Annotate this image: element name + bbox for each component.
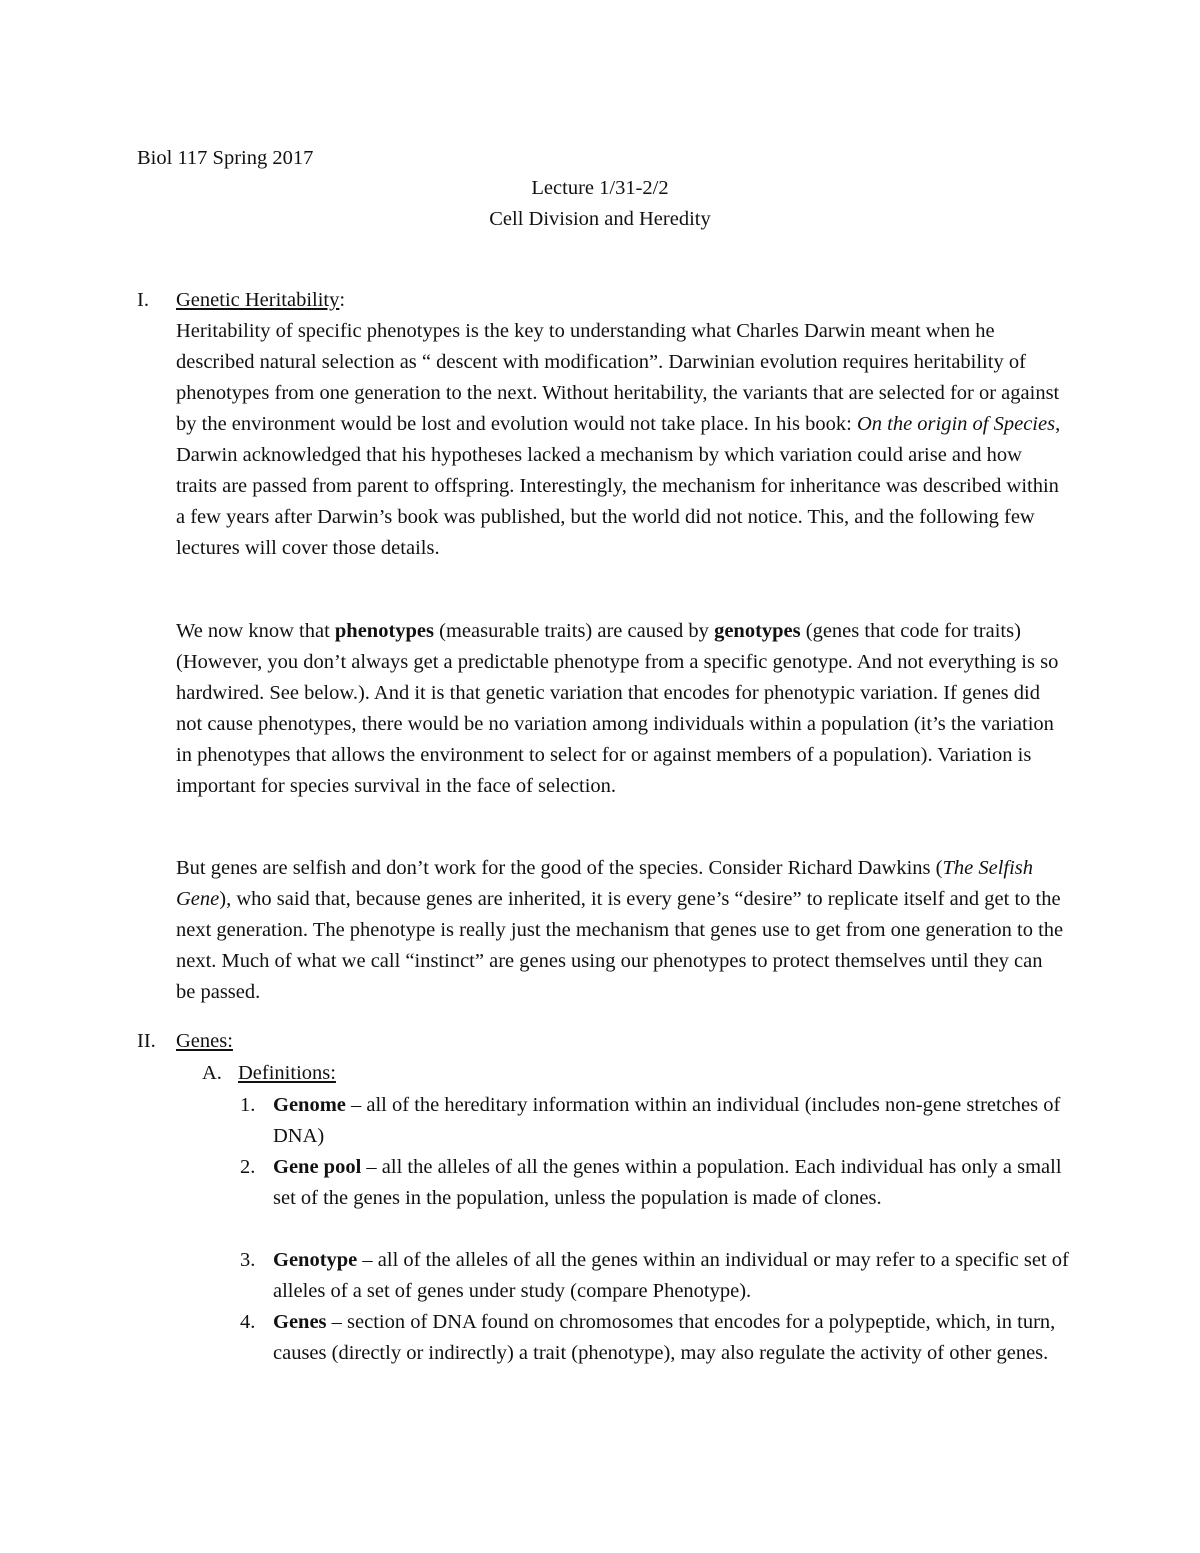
definition-number: 4. bbox=[240, 1311, 256, 1333]
definition-term: Genome bbox=[273, 1094, 346, 1116]
definition-text: – section of DNA found on chromosomes that encodes for a polypeptide, which, in turn, causes (directly or indirectly) a trait (phenotype), may also regulate the activity of other genes. bbox=[273, 1311, 1056, 1364]
definition-item bbox=[273, 1152, 1073, 1214]
lecture-date: Lecture 1/31-2/2 bbox=[531, 177, 669, 199]
definition-item bbox=[273, 1090, 1073, 1152]
paragraph-3-text-a: But genes are selfish and don’t work for the good of the species. Consider Richard Dawkins ( bbox=[176, 857, 943, 879]
definition-number: 1. bbox=[240, 1094, 256, 1116]
paragraph-1-text-b: , Darwin acknowledged that his hypotheses lacked a mechanism by which variation could arise and how traits are passed from parent to offspring. Interestingly, the mechanism for inheritance was described within a few years after Darwin’s book was published, but the world did not notice. This, and the following few lectures will cover those details. bbox=[176, 413, 1061, 559]
lecture-title-block bbox=[0, 173, 1200, 235]
paragraph-2-text-c: (genes that code for traits) (However, you don’t always get a predictable phenotype from a specific genotype. And not everything is so hardwired. See below.). And it is that genetic variation that encodes for phenotypic variation. If genes did not cause phenotypes, there would be no variation among individuals within a population (it’s the variation in phenotypes that allows the environment to select for or against members of a population). Variation is important for species survival in the face of selection. bbox=[176, 620, 1059, 797]
section-1-heading-colon: : bbox=[339, 289, 346, 311]
paragraph-3-text-b: ), who said that, because genes are inherited, it is every gene’s “desire” to replicate itself and get to the next generation. The phenotype is really just the mechanism that genes use to get from one generation to the next. Much of what we call “instinct” are genes using our phenotypes to protect themselves until they can be passed. bbox=[176, 888, 1064, 1003]
book-title-origin-of-species: On the origin of Species bbox=[856, 413, 1056, 435]
definition-item bbox=[273, 1307, 1073, 1369]
paragraph-2-text-b: (measurable traits) are caused by bbox=[434, 620, 715, 642]
definition-text: – all of the alleles of all the genes within an individual or may refer to a specific set of alleles of a set of genes under study (compare Phenotype). bbox=[273, 1249, 1069, 1302]
subsection-a-heading: Definitions: bbox=[238, 1062, 336, 1084]
paragraph-heritability bbox=[176, 316, 1066, 564]
definition-term: Genotype bbox=[273, 1249, 358, 1271]
section-1-heading-text: Genetic Heritability bbox=[176, 289, 340, 311]
paragraph-selfish-genes bbox=[176, 853, 1066, 1008]
term-genotypes: genotypes bbox=[714, 620, 801, 642]
definition-text: – all the alleles of all the genes within a population. Each individual has only a small set of the genes in the population, unless the population is made of clones. bbox=[273, 1156, 1062, 1209]
section-1-heading bbox=[176, 285, 345, 316]
section-2-heading: Genes: bbox=[176, 1030, 233, 1052]
paragraph-1-text-a: Heritability of specific phenotypes is the key to understanding what Charles Darwin meant when he described natural selection as “ descent with modification”. Darwinian evolution requires heritability of phenotypes from one generation to the next. Without heritability, the variants that are selected for or against by the environment would be lost and evolution would not take place. In his book: bbox=[176, 320, 1060, 435]
term-phenotypes: phenotypes bbox=[334, 620, 435, 642]
definition-item bbox=[273, 1245, 1073, 1307]
definition-number: 3. bbox=[240, 1249, 256, 1271]
definition-term: Gene pool bbox=[273, 1156, 362, 1178]
book-title-selfish-gene: The Selfish Gene bbox=[176, 857, 1034, 910]
definition-term: Genes bbox=[273, 1311, 327, 1333]
section-1-marker: I. bbox=[137, 289, 149, 311]
definition-number: 2. bbox=[240, 1156, 256, 1178]
definition-text: – all of the hereditary information within an individual (includes non-gene stretches of DNA) bbox=[273, 1094, 1061, 1147]
paragraph-phenotypes bbox=[176, 616, 1066, 802]
course-title: Biol 117 Spring 2017 bbox=[137, 147, 314, 169]
lecture-topic: Cell Division and Heredity bbox=[489, 208, 711, 230]
subsection-a-marker: A. bbox=[202, 1062, 222, 1084]
paragraph-2-text-a: We now know that bbox=[176, 620, 335, 642]
section-2-marker: II. bbox=[137, 1030, 156, 1052]
